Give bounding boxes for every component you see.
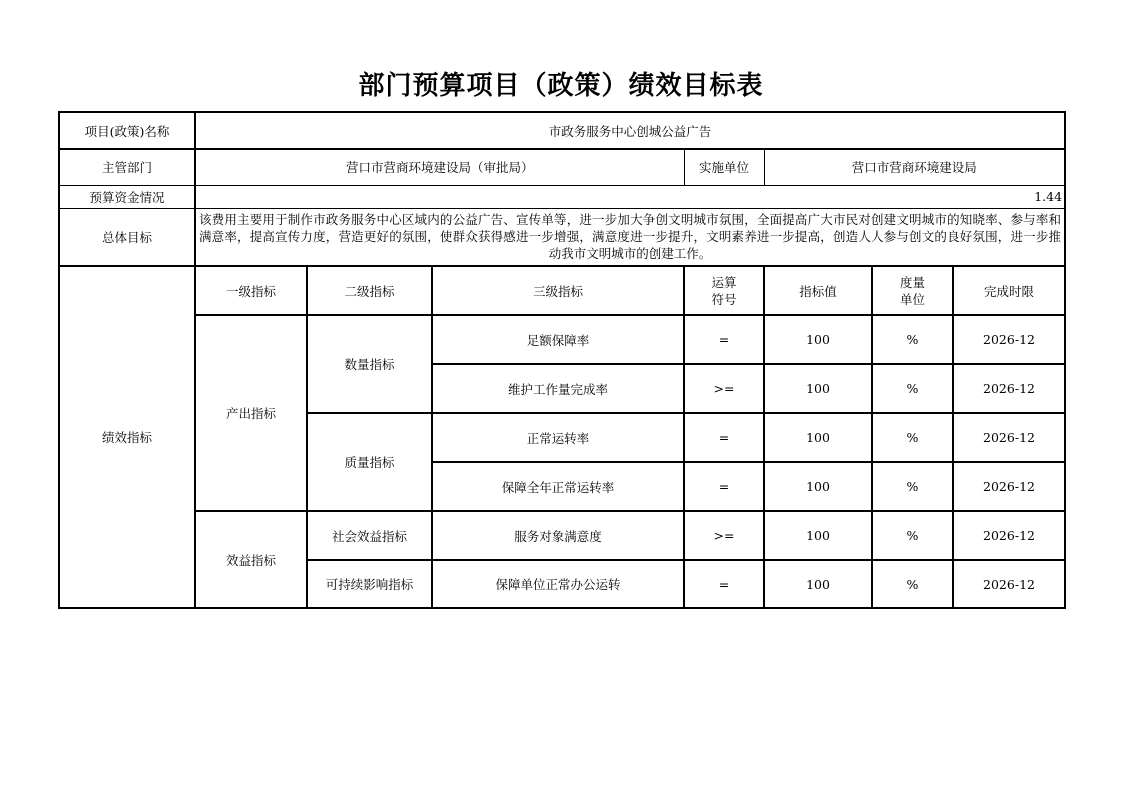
target-cell: 100 [764,413,872,462]
deadline-cell: 2026-12 [953,511,1065,560]
page-title: 部门预算项目（政策）绩效目标表 [358,71,764,101]
project-name-row [59,112,1065,149]
deadline-cell: 2026-12 [953,364,1065,413]
budget-row [59,185,1065,208]
header-deadline: 完成时限 [953,266,1065,315]
header-unit [872,266,953,315]
operator-cell: = [684,462,764,511]
project-name-value: 市政务服务中心创城公益广告 [195,112,1065,149]
unit-cell: % [872,511,953,560]
header-target: 指标值 [764,266,872,315]
table-row [59,511,1065,560]
level3-cell: 足额保障率 [432,315,684,364]
unit-cell: % [872,364,953,413]
dept-label: 主管部门 [59,149,195,185]
header-level2: 二级指标 [307,266,432,315]
deadline-cell: 2026-12 [953,462,1065,511]
unit-cell: % [872,462,953,511]
budget-label: 预算资金情况 [59,185,195,208]
group-output: 产出指标 [195,315,307,511]
level3-cell: 保障单位正常办公运转 [432,560,684,608]
project-name-label: 项目(政策)名称 [59,112,195,149]
group-social: 社会效益指标 [307,511,432,560]
unit-cell: % [872,413,953,462]
group-benefit: 效益指标 [195,511,307,608]
indicator-header-row [59,266,1065,315]
deadline-cell: 2026-12 [953,315,1065,364]
goal-text: 该费用主要用于制作市政务服务中心区域内的公益广告、宣传单等，进一步加大争创文明城市氛围，全面提高广大市民对创建文明城市的知晓率、参与率和满意率，提高宣传力度，营造更好的氛围，使群众获得感进一步增强，满意度进一步提升，文明素养进一步提高，创造人人参与创文的良好氛围，进一步推动我市文明城市的创建工作。 [195,208,1065,266]
header-operator-line2: 符号 [711,291,737,307]
group-quality: 质量指标 [307,413,432,511]
target-cell: 100 [764,364,872,413]
goal-label: 总体目标 [59,208,195,266]
performance-target-table [58,111,1066,609]
header-unit-line1: 度量 [899,274,925,290]
unit-cell: % [872,315,953,364]
deadline-cell: 2026-12 [953,413,1065,462]
level3-cell: 维护工作量完成率 [432,364,684,413]
header-operator-line1: 运算 [711,274,737,290]
unit-cell: % [872,560,953,608]
level3-cell: 服务对象满意度 [432,511,684,560]
target-cell: 100 [764,560,872,608]
header-level1: 一级指标 [195,266,307,315]
target-cell: 100 [764,315,872,364]
operator-cell: >= [684,364,764,413]
group-sustain: 可持续影响指标 [307,560,432,608]
table-row [59,315,1065,364]
level3-cell: 保障全年正常运转率 [432,462,684,511]
operator-cell: = [684,560,764,608]
level3-cell: 正常运转率 [432,413,684,462]
header-level3: 三级指标 [432,266,684,315]
impl-label: 实施单位 [684,149,764,185]
operator-cell: = [684,315,764,364]
header-operator [684,266,764,315]
impl-value: 营口市营商环境建设局 [764,149,1065,185]
budget-value: 1.44 [195,185,1065,208]
header-unit-line2: 单位 [899,291,925,307]
overall-goal-row [59,208,1065,266]
dept-value: 营口市营商环境建设局（审批局） [195,149,684,185]
target-cell: 100 [764,462,872,511]
department-row [59,149,1065,185]
deadline-cell: 2026-12 [953,560,1065,608]
group-quantity: 数量指标 [307,315,432,413]
operator-cell: = [684,413,764,462]
perf-label: 绩效指标 [59,266,195,608]
operator-cell: >= [684,511,764,560]
target-cell: 100 [764,511,872,560]
